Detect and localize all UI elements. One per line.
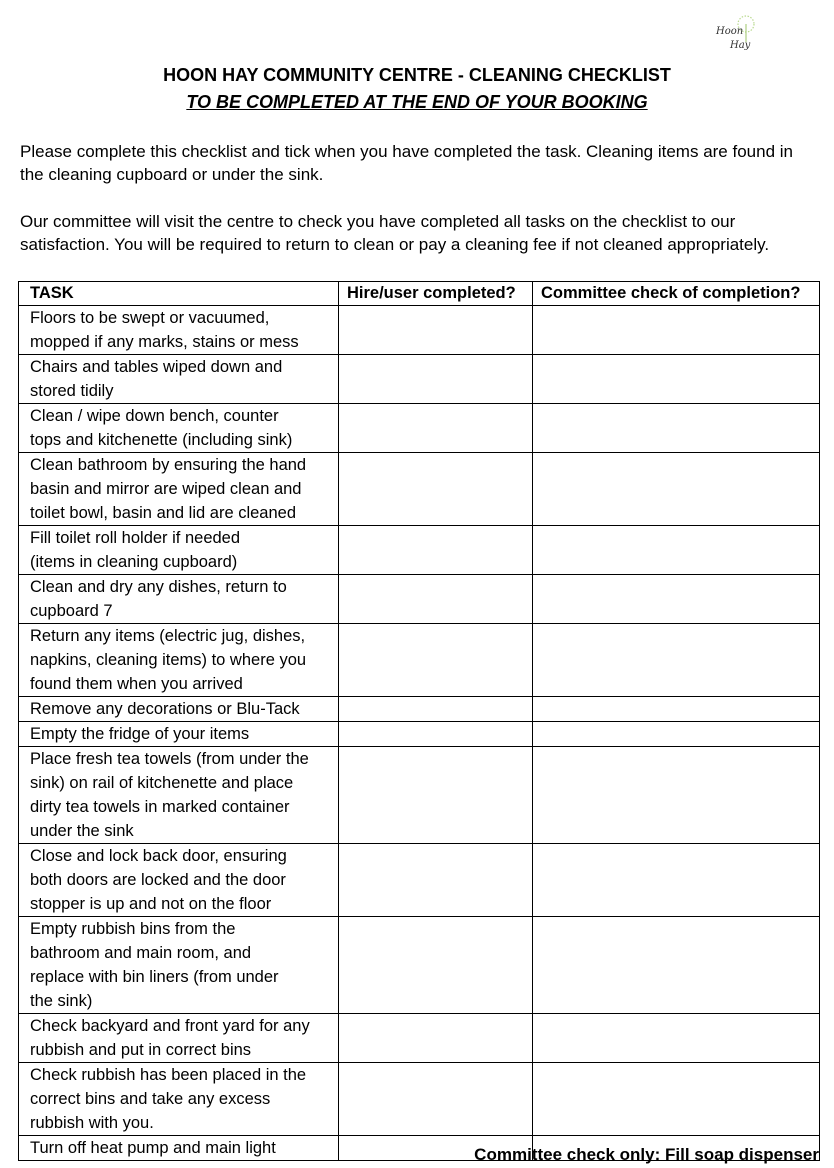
table-row xyxy=(19,453,820,526)
svg-text:Hoon: Hoon xyxy=(716,26,744,37)
hoon-hay-logo xyxy=(712,12,766,58)
column-header-user-completed: Hire/user completed? xyxy=(339,282,533,306)
document-title: HOON HAY COMMUNITY CENTRE - CLEANING CHECKLIST xyxy=(163,65,671,85)
committee-check-cell[interactable] xyxy=(533,526,820,575)
user-completed-cell[interactable] xyxy=(339,722,533,747)
committee-check-cell[interactable] xyxy=(533,306,820,355)
committee-check-cell[interactable] xyxy=(533,355,820,404)
table-row xyxy=(19,747,820,844)
task-cell: Return any items (electric jug, dishes, napkins, cleaning items) to where you found them when you arrived xyxy=(19,624,339,697)
committee-check-cell[interactable] xyxy=(533,697,820,722)
committee-check-cell[interactable] xyxy=(533,1063,820,1136)
committee-check-cell[interactable] xyxy=(533,624,820,697)
table-row xyxy=(19,355,820,404)
task-cell: Clean / wipe down bench, counter tops and kitchenette (including sink) xyxy=(19,404,339,453)
committee-check-cell[interactable] xyxy=(533,1014,820,1063)
table-row xyxy=(19,844,820,917)
user-completed-cell[interactable] xyxy=(339,404,533,453)
committee-check-cell[interactable] xyxy=(533,575,820,624)
user-completed-cell[interactable] xyxy=(339,575,533,624)
table-row xyxy=(19,1014,820,1063)
intro-paragraph-1: Please complete this checklist and tick when you have completed the task. Cleaning items are found in the cleaning cupboard or under the sink. xyxy=(20,142,793,184)
intro-paragraph-2: Our committee will visit the centre to check you have completed all tasks on the checklist to our satisfaction. You will be required to return to clean or pay a cleaning fee if not cleaned appropriately. xyxy=(20,212,770,254)
document-subtitle xyxy=(0,91,834,113)
table-row xyxy=(19,624,820,697)
task-cell: Clean and dry any dishes, return to cupboard 7 xyxy=(19,575,339,624)
committee-check-cell[interactable] xyxy=(533,747,820,844)
user-completed-cell[interactable] xyxy=(339,1014,533,1063)
user-completed-cell[interactable] xyxy=(339,1063,533,1136)
svg-text:Hay: Hay xyxy=(730,40,751,51)
task-cell: Chairs and tables wiped down and stored tidily xyxy=(19,355,339,404)
task-cell: Turn off heat pump and main light xyxy=(19,1136,339,1161)
table-row xyxy=(19,526,820,575)
committee-check-cell[interactable] xyxy=(533,917,820,1014)
column-header-committee-check: Committee check of completion? xyxy=(533,282,820,306)
table-row xyxy=(19,404,820,453)
user-completed-cell[interactable] xyxy=(339,306,533,355)
task-cell: Check rubbish has been placed in the correct bins and take any excess rubbish with you. xyxy=(19,1063,339,1136)
user-completed-cell[interactable] xyxy=(339,526,533,575)
table-row xyxy=(19,306,820,355)
user-completed-cell[interactable] xyxy=(339,697,533,722)
task-cell: Empty the fridge of your items xyxy=(19,722,339,747)
table-row xyxy=(19,1063,820,1136)
table-row xyxy=(19,575,820,624)
committee-check-cell[interactable] xyxy=(533,453,820,526)
table-row xyxy=(19,917,820,1014)
table-header-row xyxy=(19,282,820,306)
footer-note: Committee check only: Fill soap dispenser xyxy=(474,1145,819,1164)
subtitle-text: TO BE COMPLETED AT THE END OF YOUR BOOKING xyxy=(186,92,648,112)
task-cell: Close and lock back door, ensuring both doors are locked and the door stopper is up and not on the floor xyxy=(19,844,339,917)
user-completed-cell[interactable] xyxy=(339,747,533,844)
task-cell: Floors to be swept or vacuumed, mopped if any marks, stains or mess xyxy=(19,306,339,355)
table-row xyxy=(19,722,820,747)
task-cell: Remove any decorations or Blu-Tack xyxy=(19,697,339,722)
task-cell: Empty rubbish bins from the bathroom and main room, and replace with bin liners (from under the sink) xyxy=(19,917,339,1014)
committee-check-cell[interactable] xyxy=(533,722,820,747)
user-completed-cell[interactable] xyxy=(339,624,533,697)
cleaning-checklist-table xyxy=(18,281,820,1161)
user-completed-cell[interactable] xyxy=(339,917,533,1014)
user-completed-cell[interactable] xyxy=(339,355,533,404)
user-completed-cell[interactable] xyxy=(339,844,533,917)
task-cell: Clean bathroom by ensuring the hand basin and mirror are wiped clean and toilet bowl, basin and lid are cleaned xyxy=(19,453,339,526)
column-header-task: TASK xyxy=(19,282,339,306)
task-cell: Check backyard and front yard for any rubbish and put in correct bins xyxy=(19,1014,339,1063)
table-row xyxy=(19,697,820,722)
tree-logo-icon xyxy=(712,12,766,58)
task-cell: Fill toilet roll holder if needed (items in cleaning cupboard) xyxy=(19,526,339,575)
committee-check-cell[interactable] xyxy=(533,844,820,917)
user-completed-cell[interactable] xyxy=(339,453,533,526)
committee-check-cell[interactable] xyxy=(533,404,820,453)
task-cell: Place fresh tea towels (from under the sink) on rail of kitchenette and place dirty tea towels in marked container under the sink xyxy=(19,747,339,844)
